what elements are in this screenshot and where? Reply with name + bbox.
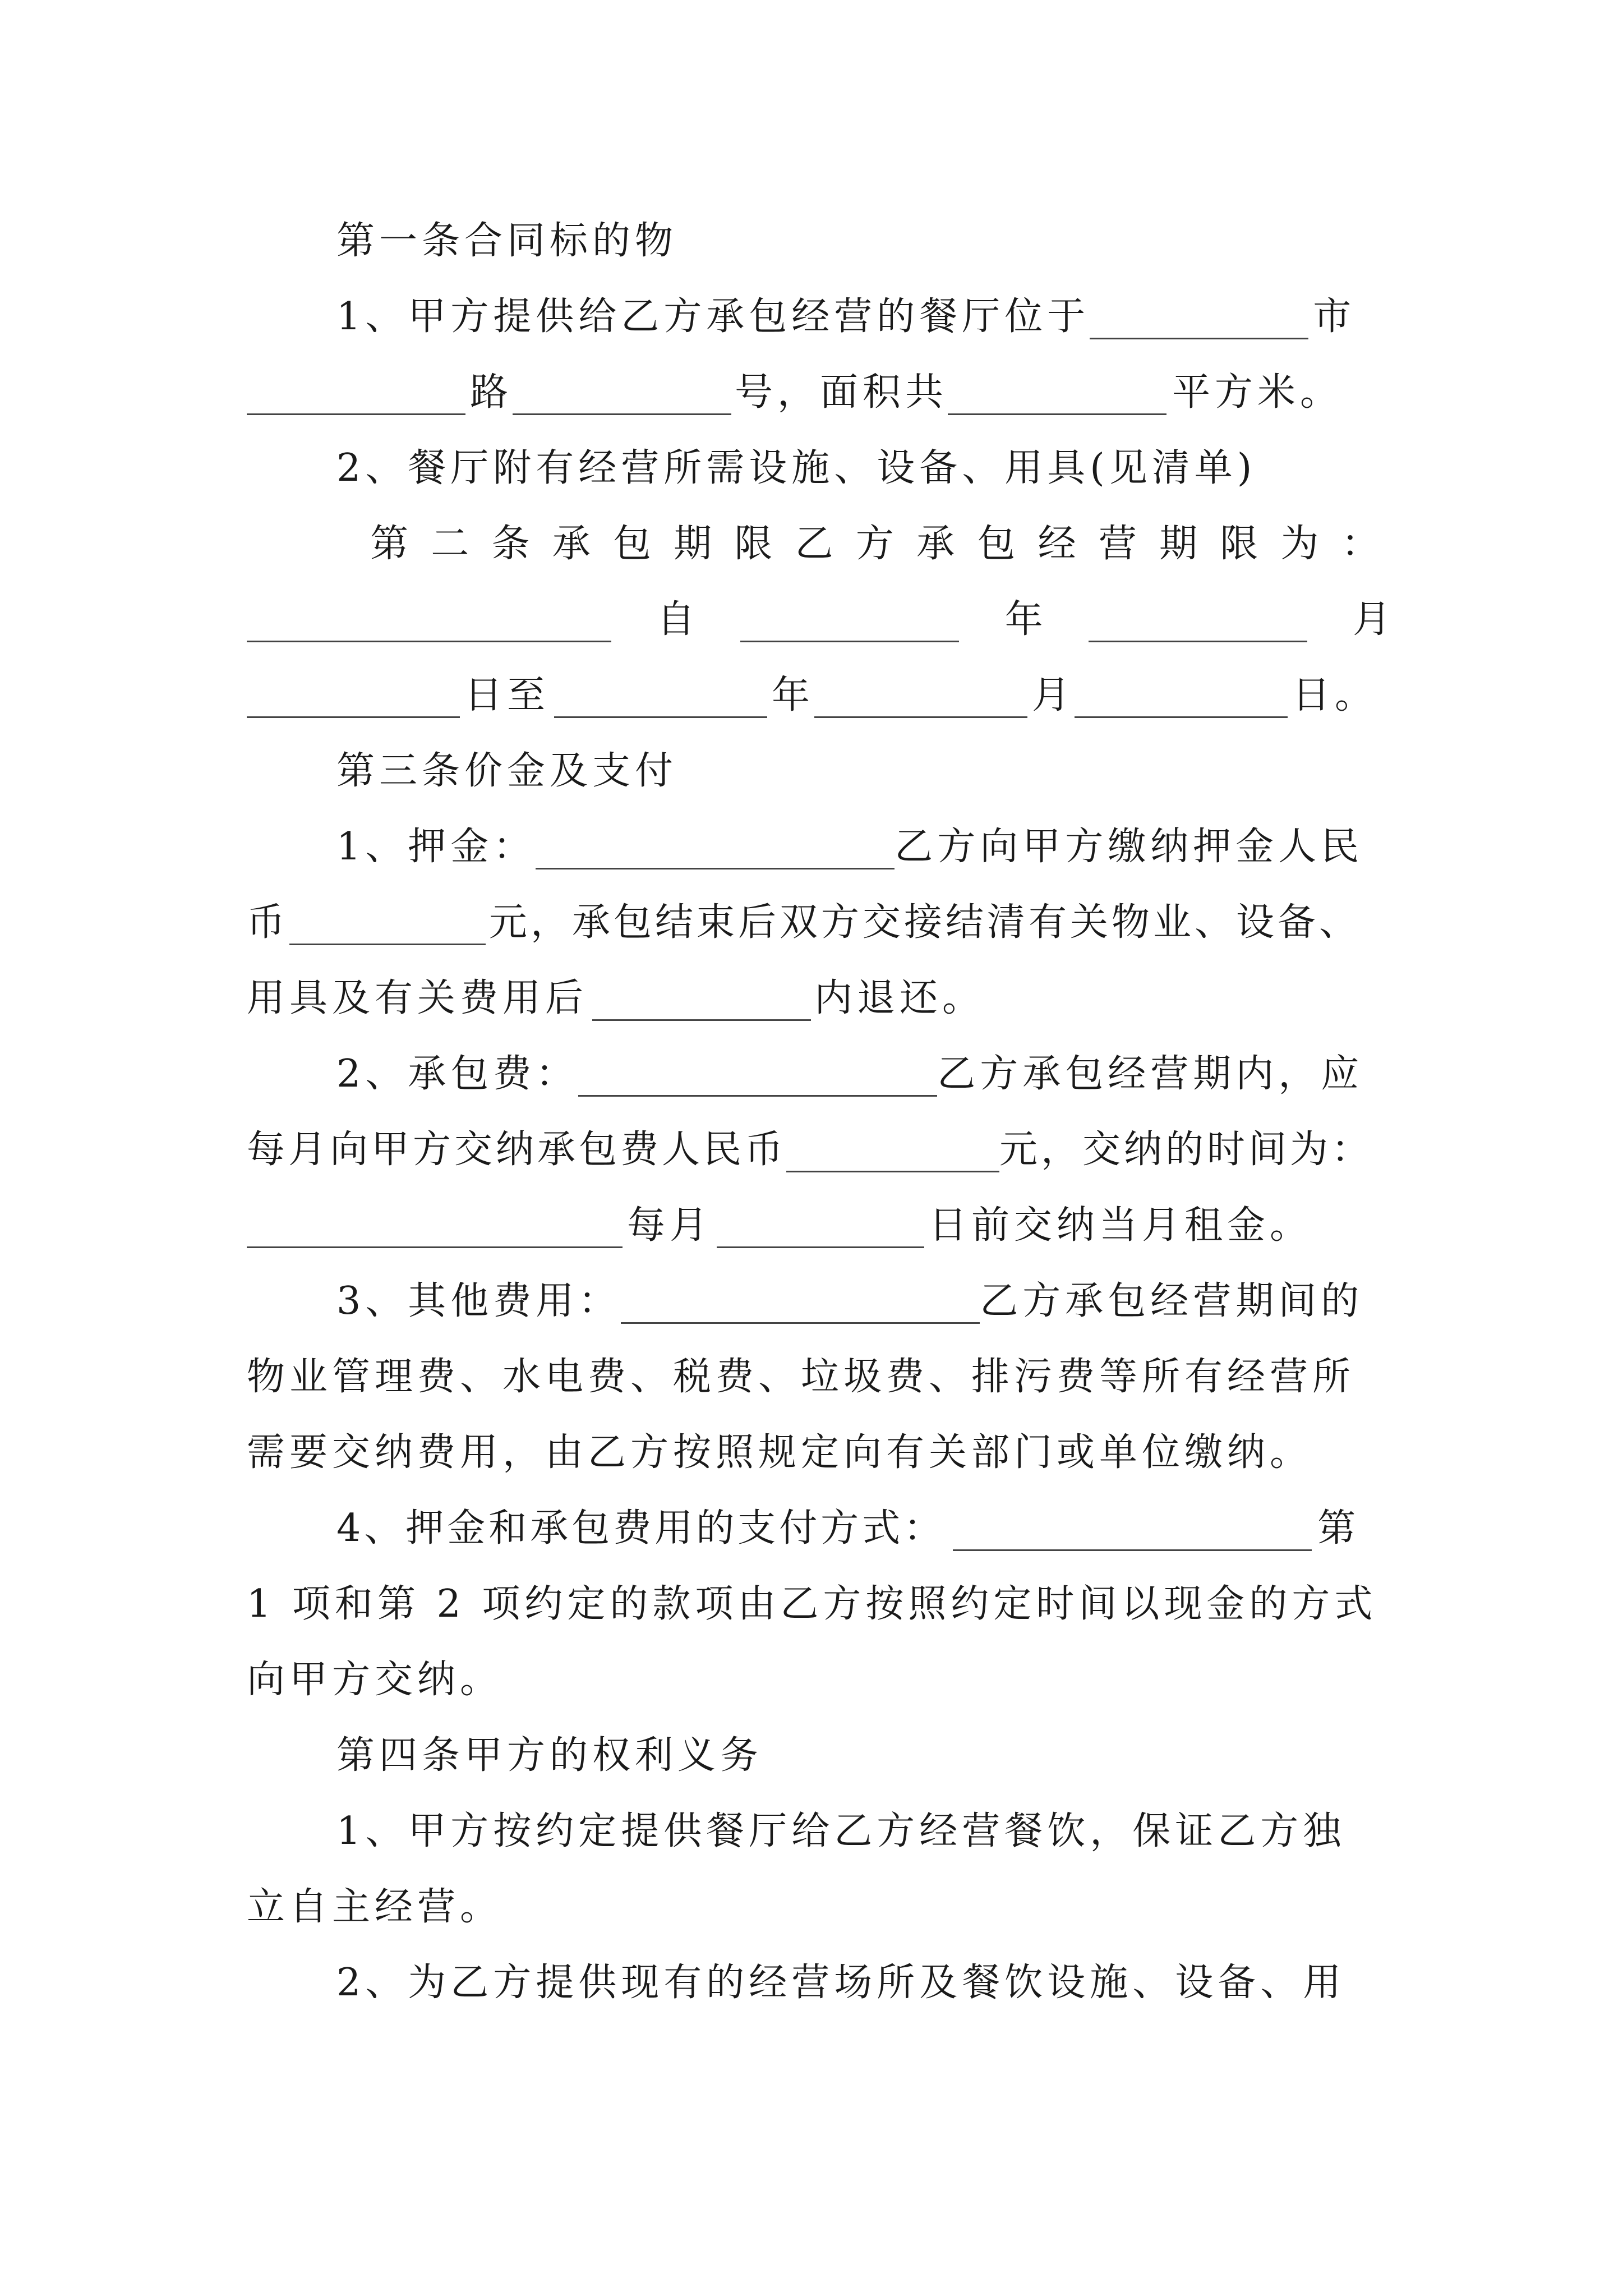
text-segment: 3、其他费用： [336, 1279, 621, 1323]
article-3-payment-line-2: 1 项和第 2 项约定的款项由乙方按照约定时间以现金的方式 [247, 1582, 1377, 1626]
text-segment: 年 [1004, 597, 1043, 642]
blank-field-fee-amount[interactable] [786, 1136, 999, 1172]
article-4-item-1-line-1: 1、甲方按约定提供餐厅给乙方经营餐饮，保证乙方独 [336, 1809, 1346, 1853]
blank-field-number[interactable] [513, 379, 731, 415]
text-segment: 1、押金： [336, 825, 536, 869]
article-2-heading-char: 承 [552, 522, 591, 566]
text-segment: 每月向甲方交纳承包费人民币 [247, 1128, 787, 1172]
text-segment: 路 [470, 370, 509, 415]
blank-field-road[interactable] [247, 379, 465, 415]
article-2-heading-char: 期 [674, 522, 712, 566]
blank-field-deposit-amount[interactable] [289, 909, 486, 945]
article-3-fee-line-1 [336, 1052, 1391, 1097]
text-segment: 元，承包结束后双方交接结清有关物业、设备、 [489, 900, 1361, 945]
text-segment: 日前交纳当月租金。 [929, 1203, 1313, 1248]
text-segment: 日。 [1292, 673, 1378, 717]
text-segment: 2、承包费： [336, 1052, 579, 1096]
article-2-heading-char: 为 [1280, 522, 1319, 566]
text-segment: 币 [247, 900, 285, 945]
blank-field-end-year[interactable] [554, 682, 767, 718]
article-3-other-line-3: 需要交纳费用，由乙方按照规定向有关部门或单位缴纳。 [247, 1430, 1313, 1475]
article-3-deposit-line-3 [247, 976, 1391, 1021]
article-2-heading-char: ： [1341, 522, 1380, 566]
text-segment: 月 [1032, 673, 1071, 717]
text-segment: 用具及有关费用后 [247, 976, 588, 1020]
article-3-fee-line-2 [247, 1128, 1391, 1172]
article-3-deposit-line-1 [336, 825, 1391, 869]
blank-field-start-day[interactable] [247, 682, 460, 718]
article-4-item-1-line-2: 立自主经营。 [247, 1885, 503, 1929]
article-2-heading-justified [370, 522, 1380, 567]
blank-field-start-year[interactable] [740, 606, 959, 642]
article-2-date-line-1 [247, 597, 1391, 642]
blank-field-other-fees[interactable] [621, 1287, 980, 1324]
text-segment: 乙方向甲方缴纳押金人民 [895, 825, 1364, 869]
text-segment: 4、押金和承包费用的支付方式： [336, 1506, 946, 1550]
article-2-heading-char: 承 [916, 522, 955, 566]
text-segment: 年 [772, 673, 810, 717]
article-2-heading-char: 乙 [795, 522, 833, 566]
article-1-item-1-line-2 [247, 370, 1391, 415]
blank-field-start-month[interactable] [1089, 606, 1307, 642]
article-2-heading-char: 条 [491, 522, 530, 566]
text-segment: 每月 [627, 1203, 713, 1248]
text-segment: 号，面积共 [735, 370, 948, 415]
article-2-heading-char: 限 [1220, 522, 1258, 566]
text-segment: 乙方承包经营期内，应 [937, 1052, 1364, 1096]
article-4-heading: 第四条甲方的权利义务 [336, 1733, 763, 1778]
article-3-payment-line-1 [336, 1506, 1391, 1551]
article-2-date-line-2 [247, 673, 1391, 718]
blank-field-payment-day[interactable] [717, 1212, 924, 1248]
article-3-deposit-line-2 [247, 900, 1391, 945]
blank-field-payment-method[interactable] [953, 1515, 1312, 1551]
blank-field-payment-time[interactable] [247, 1212, 623, 1248]
article-4-item-2: 2、为乙方提供现有的经营场所及餐饮设施、设备、用 [336, 1961, 1346, 2005]
blank-field-refund-period[interactable] [592, 984, 811, 1021]
article-3-heading: 第三条价金及支付 [336, 749, 678, 793]
article-2-heading-char: 二 [431, 522, 469, 566]
article-2-heading-char: 营 [1098, 522, 1137, 566]
blank-field-area[interactable] [948, 379, 1166, 415]
article-3-payment-line-3: 向甲方交纳。 [247, 1658, 503, 1702]
article-1-item-1-line-1 [336, 295, 1391, 339]
article-3-other-line-1 [336, 1279, 1391, 1324]
article-2-heading-char: 包 [977, 522, 1016, 566]
blank-field-deposit-terms[interactable] [536, 833, 895, 869]
text-segment: 乙方承包经营期间的 [980, 1279, 1364, 1323]
article-2-heading-char: 经 [1038, 522, 1076, 566]
article-2-heading-char: 第 [370, 522, 409, 566]
article-3-other-line-2: 物业管理费、水电费、税费、垃圾费、排污费等所有经营所 [247, 1355, 1355, 1399]
text-segment: 平方米。 [1172, 370, 1343, 415]
blank-field-city[interactable] [1090, 303, 1308, 339]
text-segment: 第 [1317, 1506, 1356, 1550]
blank-field-term[interactable] [247, 606, 611, 642]
article-1-item-2: 2、餐厅附有经营所需设施、设备、用具(见清单) [336, 446, 1257, 490]
text-segment: 内退还。 [814, 976, 985, 1020]
blank-field-end-day[interactable] [1075, 682, 1288, 718]
article-1-heading: 第一条合同标的物 [336, 219, 678, 263]
blank-field-end-month[interactable] [814, 682, 1027, 718]
text-segment: 日至 [464, 673, 550, 717]
text-segment: 市 [1313, 295, 1352, 339]
text-segment: 1、甲方提供给乙方承包经营的餐厅位于 [336, 295, 1090, 339]
blank-field-fee-terms[interactable] [578, 1060, 937, 1097]
text-segment: 自 [657, 597, 695, 642]
article-2-heading-char: 期 [1159, 522, 1198, 566]
article-3-fee-line-3 [247, 1203, 1391, 1248]
text-segment: 元，交纳的时间为： [999, 1128, 1373, 1172]
text-segment: 月 [1352, 597, 1391, 642]
article-2-heading-char: 限 [734, 522, 773, 566]
article-2-heading-char: 方 [855, 522, 894, 566]
article-2-heading-char: 包 [612, 522, 651, 566]
